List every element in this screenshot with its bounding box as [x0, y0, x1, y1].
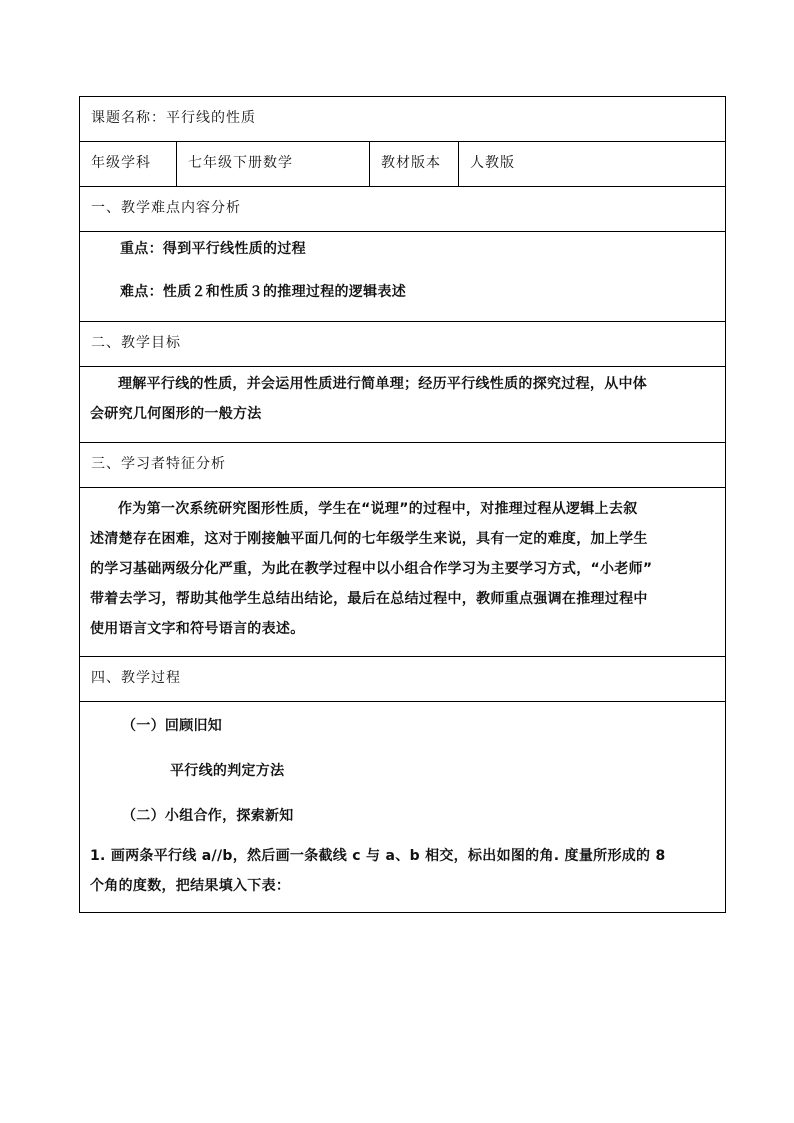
learner-line: 述清楚存在困难，这对于刚接触平面几何的七年级学生来说，具有一定的难度，加上学生 — [90, 531, 648, 547]
grade-row — [80, 142, 726, 187]
learner-analysis-paragraph — [80, 488, 725, 644]
process-block — [80, 702, 725, 839]
task-line: 个角的度数，把结果填入下表： — [90, 878, 291, 894]
topic-row — [80, 97, 726, 142]
lesson-plan-table — [79, 96, 726, 913]
step1-item: 平行线的判定方法 — [170, 763, 285, 779]
edition-value-cell — [459, 142, 726, 187]
section1-heading-cell — [80, 187, 726, 232]
step1-title: （一）回顾旧知 — [122, 718, 223, 734]
section4-heading: 四、教学过程 — [91, 670, 181, 686]
section1-content-cell — [80, 232, 726, 322]
section1-content-row — [80, 232, 726, 322]
section2-heading: 二、教学目标 — [91, 335, 181, 351]
edition-label-cell — [370, 142, 459, 187]
objectives-line: 会研究几何图形的一般方法 — [90, 406, 262, 422]
edition-label: 教材版本 — [381, 155, 441, 171]
difficulty-point: 难点：性质２和性质３的推理过程的逻辑表述 — [120, 284, 406, 300]
task-line: 1. 画两条平行线 a//b，然后画一条截线 c 与 a、b 相交，标出如图的角. 度量所形成的 8 — [90, 848, 666, 864]
section2-content-row — [80, 367, 726, 443]
learner-line: 带着去学习，帮助其他学生总结出结论，最后在总结过程中，教师重点强调在推理过程中 — [90, 591, 648, 607]
section4-content-row — [80, 702, 726, 913]
grade-label-cell — [80, 142, 177, 187]
step2-title: （二）小组合作，探索新知 — [122, 808, 294, 824]
section2-heading-row — [80, 322, 726, 367]
section3-content-row — [80, 488, 726, 657]
learner-line: 使用语言文字和符号语言的表述。 — [90, 621, 305, 637]
section1-heading-row — [80, 187, 726, 232]
section4-heading-cell — [80, 657, 726, 702]
section3-heading-cell — [80, 443, 726, 488]
objectives-paragraph — [80, 367, 725, 429]
grade-label: 年级学科 — [91, 155, 151, 171]
section3-heading: 三、学习者特征分析 — [91, 456, 226, 472]
key-point: 重点：得到平行线性质的过程 — [120, 241, 306, 257]
section1-heading: 一、教学难点内容分析 — [91, 200, 241, 216]
task-paragraph — [80, 839, 725, 901]
objectives-line: 理解平行线的性质，并会运用性质进行简单理；经历平行线性质的探究过程，从中体 — [118, 376, 648, 392]
topic-label: 课题名称：平行线的性质 — [91, 110, 256, 126]
learner-line: 作为第一次系统研究图形性质，学生在“说理”的过程中，对推理过程从逻辑上去叙 — [118, 501, 638, 517]
section2-heading-cell — [80, 322, 726, 367]
section4-heading-row — [80, 657, 726, 702]
edition-value: 人教版 — [470, 155, 515, 171]
learner-line: 的学习基础两级分化严重，为此在教学过程中以小组合作学习为主要学习方式，“小老师” — [90, 561, 653, 577]
section3-heading-row — [80, 443, 726, 488]
topic-cell — [80, 97, 726, 142]
section4-content-cell — [80, 702, 726, 913]
grade-value: 七年级下册数学 — [188, 155, 293, 171]
section2-content-cell — [80, 367, 726, 443]
grade-value-cell — [177, 142, 370, 187]
section3-content-cell — [80, 488, 726, 657]
